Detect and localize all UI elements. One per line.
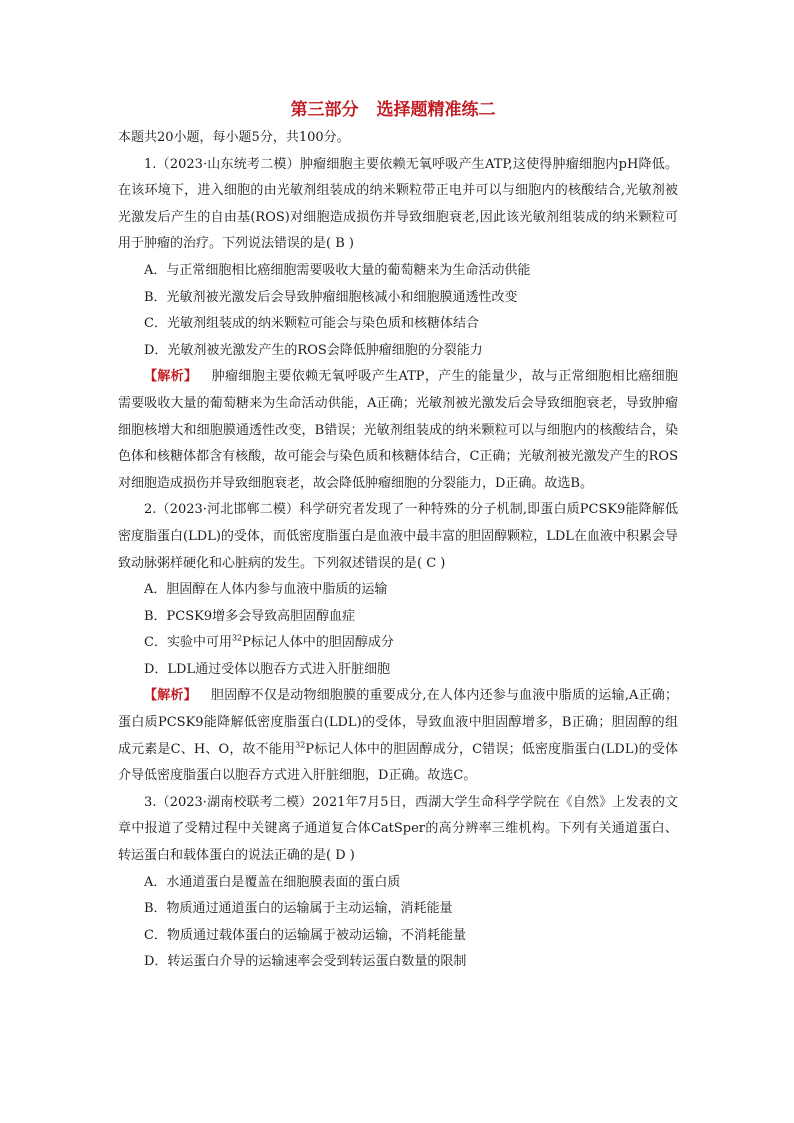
analysis-label: 【解析】 — [144, 369, 198, 385]
analysis-text: 胆固醇不仅是动物细胞膜的重要成分,在人体内还参与血液中脂质的运输,A正确；蛋白质PCSK9能降解低密度脂蛋白(LDL)的受体，导致血液中胆固醇增多，B正确；胆固醇的组成元素是C、H、O，故不能用$^{32}$P标记人体中的胆固醇成分，C错误；低密度脂蛋白(LDL)的受体介导低密度脂蛋白以胞吞方式进入肝脏细胞，D正确。故选C。 — [118, 688, 678, 784]
question-stem: 2.（2023·河北邯郸二模）科学研究者发现了一种特殊的分子机制,即蛋白质PCSK9能降解低密度脂蛋白(LDL)的受体，而低密度脂蛋白是血液中最丰富的胆固醇颗粒，LDL在血液中积累会导致动脉粥样硬化和心脏病的发生。下列叙述错误的是( C ) — [118, 502, 678, 571]
option-c: C．实验中可用$^{32}$P标记人体中的胆固醇成分 — [144, 633, 394, 651]
option-d: D．光敏剂被光激发产生的ROS会降低肿瘤细胞的分裂能力 — [144, 342, 483, 358]
title-name: 选择题精准练二 — [376, 100, 496, 120]
question-stem: 3.（2023·湖南校联考二模）2021年7月5日，西湖大学生命科学学院在《自然》上发表的文章中报道了受精过程中关键离子通道复合体CatSper的高分辨率三维机构。下列有关通道蛋白、转运蛋白和载体蛋白的说法正确的是( D ) — [118, 794, 678, 864]
option-b: B．PCSK9增多会导致高胆固醇血症 — [144, 608, 356, 624]
intro-text: 本题共20小题，每小题5分，共100分。 — [118, 130, 350, 145]
title-part: 第三部分 — [290, 100, 359, 120]
option-c: C．光敏剂组装成的纳米颗粒可能会与染色质和核糖体结合 — [144, 316, 479, 332]
analysis-paragraph — [118, 364, 678, 497]
option-d: D．LDL通过受体以胞吞方式进入肝脏细胞 — [144, 661, 391, 677]
analysis-label: 【解析】 — [144, 688, 197, 704]
isotope-mass-number: 32 — [231, 633, 243, 643]
question-3 — [118, 790, 678, 976]
option-b: B．光敏剂被光激发后会导致肿瘤细胞核减小和细胞膜通透性改变 — [144, 289, 518, 305]
option-b: B．物质通过通道蛋白的运输属于主动运输，消耗能量 — [144, 901, 453, 917]
option-a: A．胆固醇在人体内参与血液中脂质的运输 — [144, 582, 388, 598]
question-2 — [118, 497, 678, 790]
analysis-paragraph — [118, 683, 678, 789]
option-a: A．与正常细胞相比癌细胞需要吸收大量的葡萄糖来为生命活动供能 — [144, 262, 531, 278]
document-content — [118, 97, 678, 976]
isotope-mass-number: 32 — [295, 740, 306, 750]
option-a: A．水通道蛋白是覆盖在细胞膜表面的蛋白质 — [144, 874, 401, 890]
question-1 — [118, 152, 678, 498]
option-c: C．物质通过载体蛋白的运输属于被动运输，不消耗能量 — [144, 927, 466, 943]
analysis-text: 肿瘤细胞主要依赖无氧呼吸产生ATP，产生的能量少，故与正常细胞相比癌细胞需要吸收大量的葡萄糖来为生命活动供能，A正确；光敏剂被光激发后会导致细胞衰老，导致肿瘤细胞核增大和细胞膜通透性改变，B错误；光敏剂组装成的纳米颗粒可以与细胞内的核酸结合，染色体和核糖体都含有核酸，故可能会与染色质和核糖体结合，C正确；光敏剂被光激发产生的ROS对细胞造成损伤并导致细胞衰老，故会降低肿瘤细胞的分裂能力，D正确。故选B。 — [118, 369, 678, 491]
option-d: D．转运蛋白介导的运输速率会受到转运蛋白数量的限制 — [144, 954, 467, 970]
question-stem: 1.（2023·山东统考二模）肿瘤细胞主要依赖无氧呼吸产生ATP,这使得肿瘤细胞内pH降低。在该环境下，进入细胞的由光敏剂组装成的纳米颗粒带正电并可以与细胞内的核酸结合,光敏剂被光激发后产生的自由基(ROS)对细胞造成损伤并导致细胞衰老,因此该光敏剂组装成的纳米颗粒可用于肿瘤的治疗。下列说法错误的是( B ) — [118, 156, 678, 252]
page-title — [108, 97, 678, 123]
